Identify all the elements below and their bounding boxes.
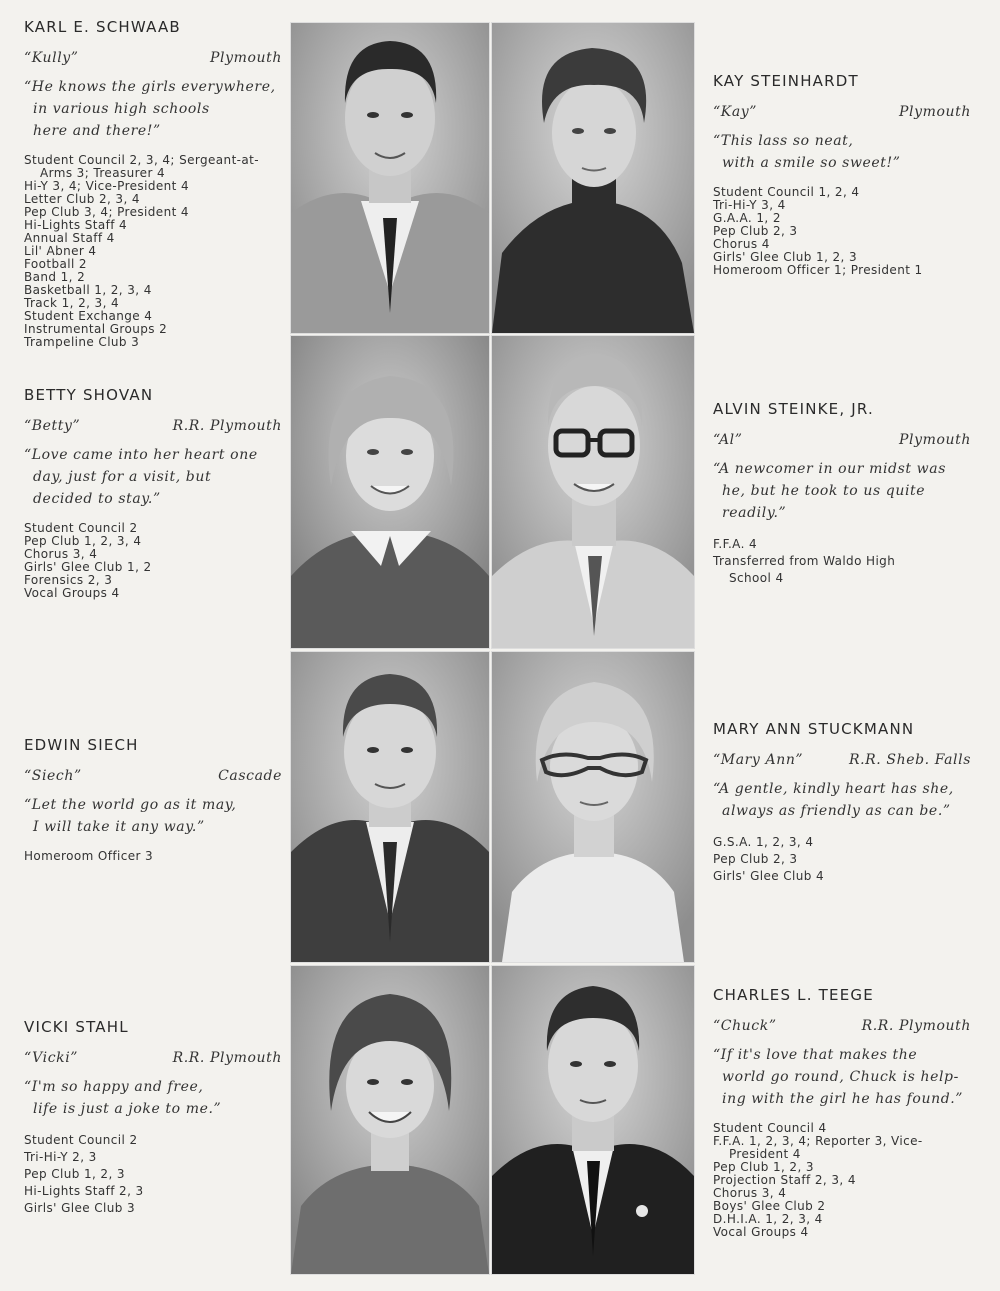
portrait-photo-mary-ann-stuckmann	[491, 651, 695, 963]
portrait-photo-vicki-stahl	[290, 965, 490, 1275]
activity-item: Student Council 4	[713, 1121, 827, 1135]
activity-item: Annual Staff 4	[24, 231, 115, 245]
student-entry-vicki-stahl	[24, 1018, 282, 1217]
quote-line: “Love came into her heart one	[24, 447, 258, 463]
student-name: EDWIN SIECH	[24, 736, 139, 754]
student-name: VICKI STAHL	[24, 1018, 129, 1036]
student-name: CHARLES L. TEEGE	[713, 986, 874, 1004]
nickname-row	[713, 432, 971, 448]
activity-item: Pep Club 1, 2, 3, 4	[24, 534, 142, 548]
activity-item: Forensics 2, 3	[24, 573, 113, 587]
activity-item: Hi-Y 3, 4; Vice-President 4	[24, 179, 189, 193]
quote-line: “A gentle, kindly heart has she,	[713, 781, 954, 797]
student-nickname: “Mary Ann”	[713, 752, 804, 768]
activity-item: Arms 3; Treasurer 4	[40, 166, 166, 180]
activity-list	[713, 186, 971, 277]
activity-item: Trampeline Club 3	[24, 335, 140, 349]
quote-line: world go round, Chuck is help-	[722, 1069, 959, 1085]
student-nickname: “Kay”	[713, 104, 758, 120]
activity-item: Boys' Glee Club 2	[713, 1199, 826, 1213]
student-hometown: Plymouth	[899, 104, 971, 120]
student-nickname: “Kully”	[24, 50, 79, 66]
student-quote	[713, 778, 971, 822]
nickname-row	[713, 752, 971, 768]
activity-item: Chorus 4	[713, 237, 770, 251]
activity-item: Pep Club 3, 4; President 4	[24, 205, 189, 219]
portrait-photo-alvin-steinke	[491, 335, 695, 649]
activity-item: School 4	[729, 571, 784, 585]
quote-line: day, just for a visit, but	[33, 469, 212, 485]
student-hometown: Plymouth	[210, 50, 282, 66]
quote-line: he, but he took to us quite	[722, 483, 926, 499]
activity-item: Football 2	[24, 257, 87, 271]
quote-line: always as friendly as can be.”	[722, 803, 951, 819]
portrait-illustration	[492, 336, 694, 648]
student-nickname: “Siech”	[24, 768, 82, 784]
activity-item: Student Council 1, 2, 4	[713, 185, 860, 199]
student-nickname: “Betty”	[24, 418, 81, 434]
activity-item: Girls' Glee Club 3	[24, 1201, 136, 1215]
quote-line: “He knows the girls everywhere,	[24, 79, 276, 95]
student-entry-charles-teege	[713, 986, 971, 1239]
nickname-row	[713, 104, 971, 120]
portrait-illustration	[492, 652, 694, 962]
student-name: ALVIN STEINKE, JR.	[713, 400, 874, 418]
portrait-illustration	[291, 966, 489, 1274]
nickname-row	[713, 1018, 971, 1034]
activity-item: D.H.I.A. 1, 2, 3, 4	[713, 1212, 823, 1226]
student-quote	[713, 130, 971, 174]
activity-item: Homeroom Officer 3	[24, 849, 154, 863]
portrait-photo-kay-steinhardt	[491, 22, 695, 334]
student-hometown: R.R. Plymouth	[172, 1050, 282, 1066]
student-quote	[24, 444, 282, 510]
activity-item: Homeroom Officer 1; President 1	[713, 263, 923, 277]
activity-item: Vocal Groups 4	[24, 586, 120, 600]
activity-item: Chorus 3, 4	[713, 1186, 787, 1200]
activity-item: Student Exchange 4	[24, 309, 153, 323]
activity-item: Tri-Hi-Y 3, 4	[713, 198, 786, 212]
portrait-illustration	[291, 652, 489, 962]
activity-list	[713, 1122, 971, 1239]
activity-item: Girls' Glee Club 1, 2, 3	[713, 250, 857, 264]
activity-item: Student Council 2	[24, 1133, 138, 1147]
activity-list	[24, 850, 282, 863]
portrait-photo-karl-schwaab	[290, 22, 490, 334]
quote-line: “This lass so neat,	[713, 133, 854, 149]
quote-line: readily.”	[722, 505, 787, 521]
student-quote	[713, 458, 971, 524]
activity-item: Hi-Lights Staff 2, 3	[24, 1184, 144, 1198]
activity-item: Lil' Abner 4	[24, 244, 97, 258]
activity-item: Projection Staff 2, 3, 4	[713, 1173, 856, 1187]
quote-line: “Let the world go as it may,	[24, 797, 237, 813]
student-hometown: R.R. Plymouth	[861, 1018, 971, 1034]
student-entry-edwin-siech	[24, 736, 282, 863]
portrait-photo-edwin-siech	[290, 651, 490, 963]
nickname-row	[24, 50, 282, 66]
quote-line: “I'm so happy and free,	[24, 1079, 204, 1095]
activity-item: Student Council 2	[24, 521, 138, 535]
student-name: KARL E. SCHWAAB	[24, 18, 181, 36]
portrait-illustration	[492, 23, 694, 333]
portrait-illustration	[492, 966, 694, 1274]
student-entry-betty-shovan	[24, 386, 282, 600]
activity-item: Transferred from Waldo High	[713, 554, 896, 568]
activity-item: Student Council 2, 3, 4; Sergeant-at-	[24, 153, 259, 167]
student-quote	[24, 1076, 282, 1120]
portrait-photo-charles-teege	[491, 965, 695, 1275]
activity-item: F.F.A. 4	[713, 537, 758, 551]
activity-item: Girls' Glee Club 4	[713, 869, 825, 883]
student-hometown: Plymouth	[899, 432, 971, 448]
activity-item: President 4	[729, 1147, 801, 1161]
student-nickname: “Al”	[713, 432, 743, 448]
student-quote	[713, 1044, 971, 1110]
student-quote	[24, 76, 282, 142]
activity-list	[713, 536, 971, 587]
activity-item: Hi-Lights Staff 4	[24, 218, 128, 232]
activity-list	[24, 1132, 282, 1217]
activity-item: Letter Club 2, 3, 4	[24, 192, 140, 206]
student-nickname: “Vicki”	[24, 1050, 79, 1066]
quote-line: “If it's love that makes the	[713, 1047, 918, 1063]
nickname-row	[24, 768, 282, 784]
quote-line: in various high schools	[33, 101, 210, 117]
activity-item: Vocal Groups 4	[713, 1225, 809, 1239]
activity-item: Girls' Glee Club 1, 2	[24, 560, 152, 574]
activity-item: G.A.A. 1, 2	[713, 211, 781, 225]
student-nickname: “Chuck”	[713, 1018, 777, 1034]
activity-list	[713, 834, 971, 885]
portrait-photo-betty-shovan	[290, 335, 490, 649]
student-hometown: Cascade	[218, 768, 282, 784]
student-name: KAY STEINHARDT	[713, 72, 859, 90]
student-hometown: R.R. Plymouth	[172, 418, 282, 434]
activity-item: Chorus 3, 4	[24, 547, 98, 561]
nickname-row	[24, 418, 282, 434]
quote-line: with a smile so sweet!”	[722, 155, 901, 171]
quote-line: I will take it any way.”	[33, 819, 205, 835]
portrait-illustration	[291, 23, 489, 333]
activity-item: Pep Club 1, 2, 3	[713, 1160, 814, 1174]
student-entry-alvin-steinke	[713, 400, 971, 587]
activity-list	[24, 522, 282, 600]
activity-item: Pep Club 1, 2, 3	[24, 1167, 125, 1181]
student-hometown: R.R. Sheb. Falls	[848, 752, 971, 768]
activity-item: Track 1, 2, 3, 4	[24, 296, 120, 310]
student-quote	[24, 794, 282, 838]
student-entry-kay-steinhardt	[713, 72, 971, 277]
quote-line: decided to stay.”	[33, 491, 161, 507]
activity-item: Pep Club 2, 3	[713, 224, 798, 238]
activity-list	[24, 154, 282, 349]
activity-item: Pep Club 2, 3	[713, 852, 798, 866]
student-name: MARY ANN STUCKMANN	[713, 720, 915, 738]
student-entry-mary-ann-stuckmann	[713, 720, 971, 885]
activity-item: F.F.A. 1, 2, 3, 4; Reporter 3, Vice-	[713, 1134, 923, 1148]
quote-line: ing with the girl he has found.”	[722, 1091, 964, 1107]
portrait-illustration	[291, 336, 489, 648]
student-entry-karl-schwaab	[24, 18, 282, 349]
quote-line: here and there!”	[33, 123, 161, 139]
student-name: BETTY SHOVAN	[24, 386, 154, 404]
quote-line: “A newcomer in our midst was	[713, 461, 946, 477]
activity-item: Instrumental Groups 2	[24, 322, 168, 336]
quote-line: life is just a joke to me.”	[33, 1101, 222, 1117]
activity-item: Basketball 1, 2, 3, 4	[24, 283, 152, 297]
activity-item: Band 1, 2	[24, 270, 86, 284]
nickname-row	[24, 1050, 282, 1066]
activity-item: G.S.A. 1, 2, 3, 4	[713, 835, 814, 849]
activity-item: Tri-Hi-Y 2, 3	[24, 1150, 97, 1164]
